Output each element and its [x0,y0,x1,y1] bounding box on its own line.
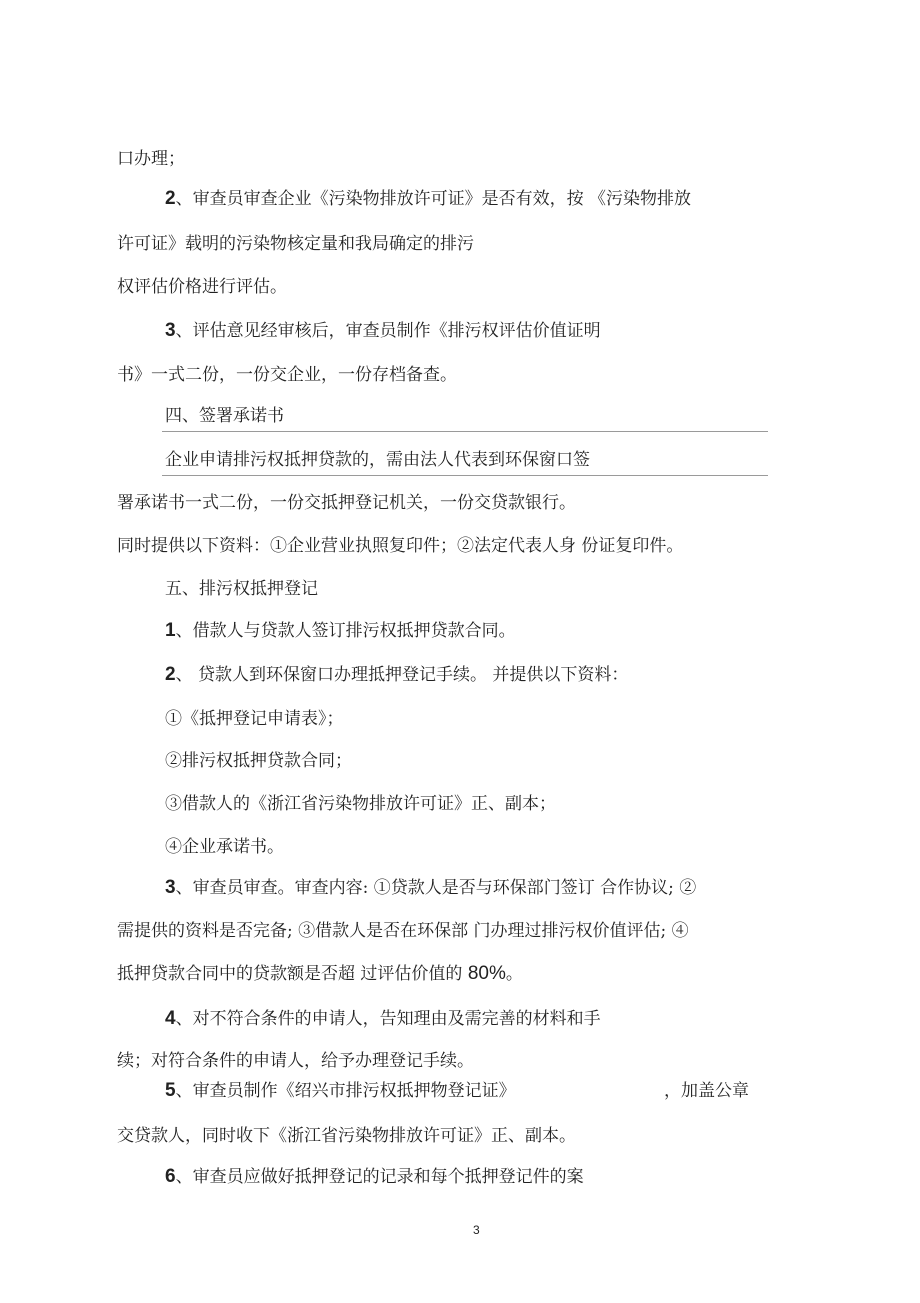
item-number: 2 [165,188,176,209]
text-line-24: 交贷款人，同时收下《浙江省污染物排放许可证》正、副本。 [117,1126,576,1146]
divider-line [162,475,768,476]
item-number: 6 [165,1166,176,1187]
item-number: 3 [165,320,176,341]
item-number: 2 [165,664,176,685]
text-line-8: 企业申请排污权抵押贷款的，需由法人代表到环保窗口签 [165,450,590,470]
text-line-2: 2、审查员审查企业《污染物排放许可证》是否有效，按 《污染物排放 [165,188,691,209]
text-line-18: 3、审查员审查。审查内容: ①贷款人是否与环保部门签订 合作协议; ② [165,877,697,898]
text-line-4: 权评估价格进行评估。 [117,277,287,297]
text-line-25: 6、审查员应做好抵押登记的记录和每个抵押登记件的案 [165,1166,584,1187]
text-line-1: 口办理； [117,149,185,169]
text-line-14: ①《抵押登记申请表》； [165,709,344,729]
divider-line [162,431,768,432]
text-line-9: 署承诺书一式二份，一份交抵押登记机关，一份交贷款银行。 [117,493,576,513]
text-line-16: ③借款人的《浙江省污染物排放许可证》正、副本； [165,794,556,814]
section-heading-4: 四、签署承诺书 [165,406,284,426]
section-heading-5: 五、排污权抵押登记 [165,579,318,599]
text-line-6: 书》一式二份，一份交企业，一份存档备查。 [117,365,457,385]
text-line-15: ②排污权抵押贷款合同； [165,751,352,771]
text-line-20: 抵押贷款合同中的贷款额是否超 过评估价值的 80%。 [117,963,523,984]
percentage-value: 80% [467,963,506,984]
text-line-13: 2、 贷款人到环保窗口办理抵押登记手续。 并提供以下资料： [165,664,629,685]
text-line-23: 5、审查员制作《绍兴市排污权抵押物登记证》 [165,1080,516,1101]
text-line-3: 许可证》载明的污染物核定量和我局确定的排污 [117,234,474,254]
item-number: 5 [165,1080,176,1101]
text-line-19: 需提供的资料是否完备; ③借款人是否在环保部 门办理过排污权价值评估; ④ [117,921,689,941]
text-line-10: 同时提供以下资料：①企业营业执照复印件；②法定代表人身 份证复印件。 [117,536,684,556]
text-line-5: 3、评估意见经审核后，审查员制作《排污权评估价值证明 [165,320,601,341]
text-line-12: 1、借款人与贷款人签订排污权抵押贷款合同。 [165,620,516,641]
text-line-23-tail: ，加盖公章 [664,1081,749,1101]
item-number: 4 [165,1008,176,1029]
text-line-21: 4、对不符合条件的申请人，告知理由及需完善的材料和手 [165,1008,601,1029]
text-line-17: ④企业承诺书。 [165,837,284,857]
item-number: 1 [165,620,176,641]
text-line-22: 续；对符合条件的申请人，给予办理登记手续。 [117,1051,474,1071]
item-number: 3 [165,877,176,898]
page-number: 3 [473,1223,480,1237]
